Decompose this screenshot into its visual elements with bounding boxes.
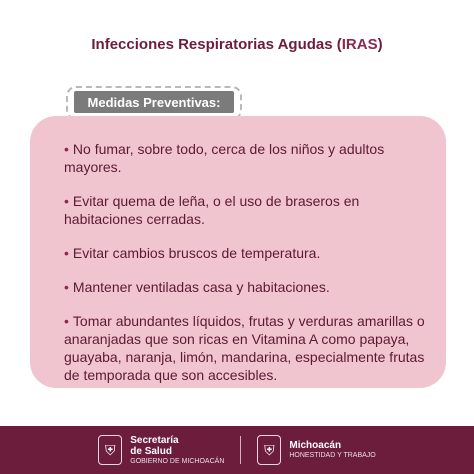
footer-right-main: Michoacán: [289, 440, 342, 451]
title-prefix: Infecciones Respiratorias Agudas (: [91, 36, 342, 53]
bullet-icon: •: [64, 193, 69, 209]
coat-of-arms-icon: ⛨: [98, 435, 122, 465]
footer-secretaria-logo: [98, 435, 224, 466]
title-suffix: ): [377, 36, 383, 53]
list-item: [64, 244, 426, 262]
bullet-icon: •: [64, 279, 69, 295]
bullet-icon: •: [64, 245, 69, 261]
footer-michoacan-logo: [257, 435, 375, 465]
list-item: [64, 140, 426, 176]
list-item-text: No fumar, sobre todo, cerca de los niños y adultos mayores.: [64, 141, 385, 175]
list-item: [64, 192, 426, 228]
list-item-text: Mantener ventiladas casa y habitaciones.: [72, 279, 330, 295]
list-item-text: Tomar abundantes líquidos, frutas y verduras amarillas o anaranjadas que son ricas en Vitamina A como papaya, guayaba, naranja, limón, mandarina, especialmente frutas de temporada que son accesibles.: [64, 313, 425, 383]
list-item-text: Evitar cambios bruscos de temperatura.: [72, 245, 321, 261]
list-item: [64, 278, 426, 296]
footer-left-sub: GOBIERNO DE MICHOACÁN: [130, 457, 225, 465]
footer-bar: [0, 426, 474, 474]
footer-left-main-1: Secretaría: [130, 434, 179, 446]
section-label: Medidas Preventivas:: [74, 91, 234, 113]
page-title: [0, 36, 474, 53]
coat-of-arms-icon: ⛨: [257, 435, 281, 465]
footer-right-sub: HONESTIDAD Y TRABAJO: [289, 452, 376, 459]
prevention-card: [30, 116, 446, 388]
title-accent: IRAS: [341, 36, 378, 53]
bullet-icon: •: [64, 313, 69, 329]
list-item-text: Evitar quema de leña, o el uso de braseros en habitaciones cerradas.: [64, 193, 360, 227]
footer-left-main-2: de Salud: [130, 445, 172, 457]
list-item: [64, 312, 426, 384]
footer-divider: [240, 436, 241, 464]
bullet-icon: •: [64, 141, 69, 157]
